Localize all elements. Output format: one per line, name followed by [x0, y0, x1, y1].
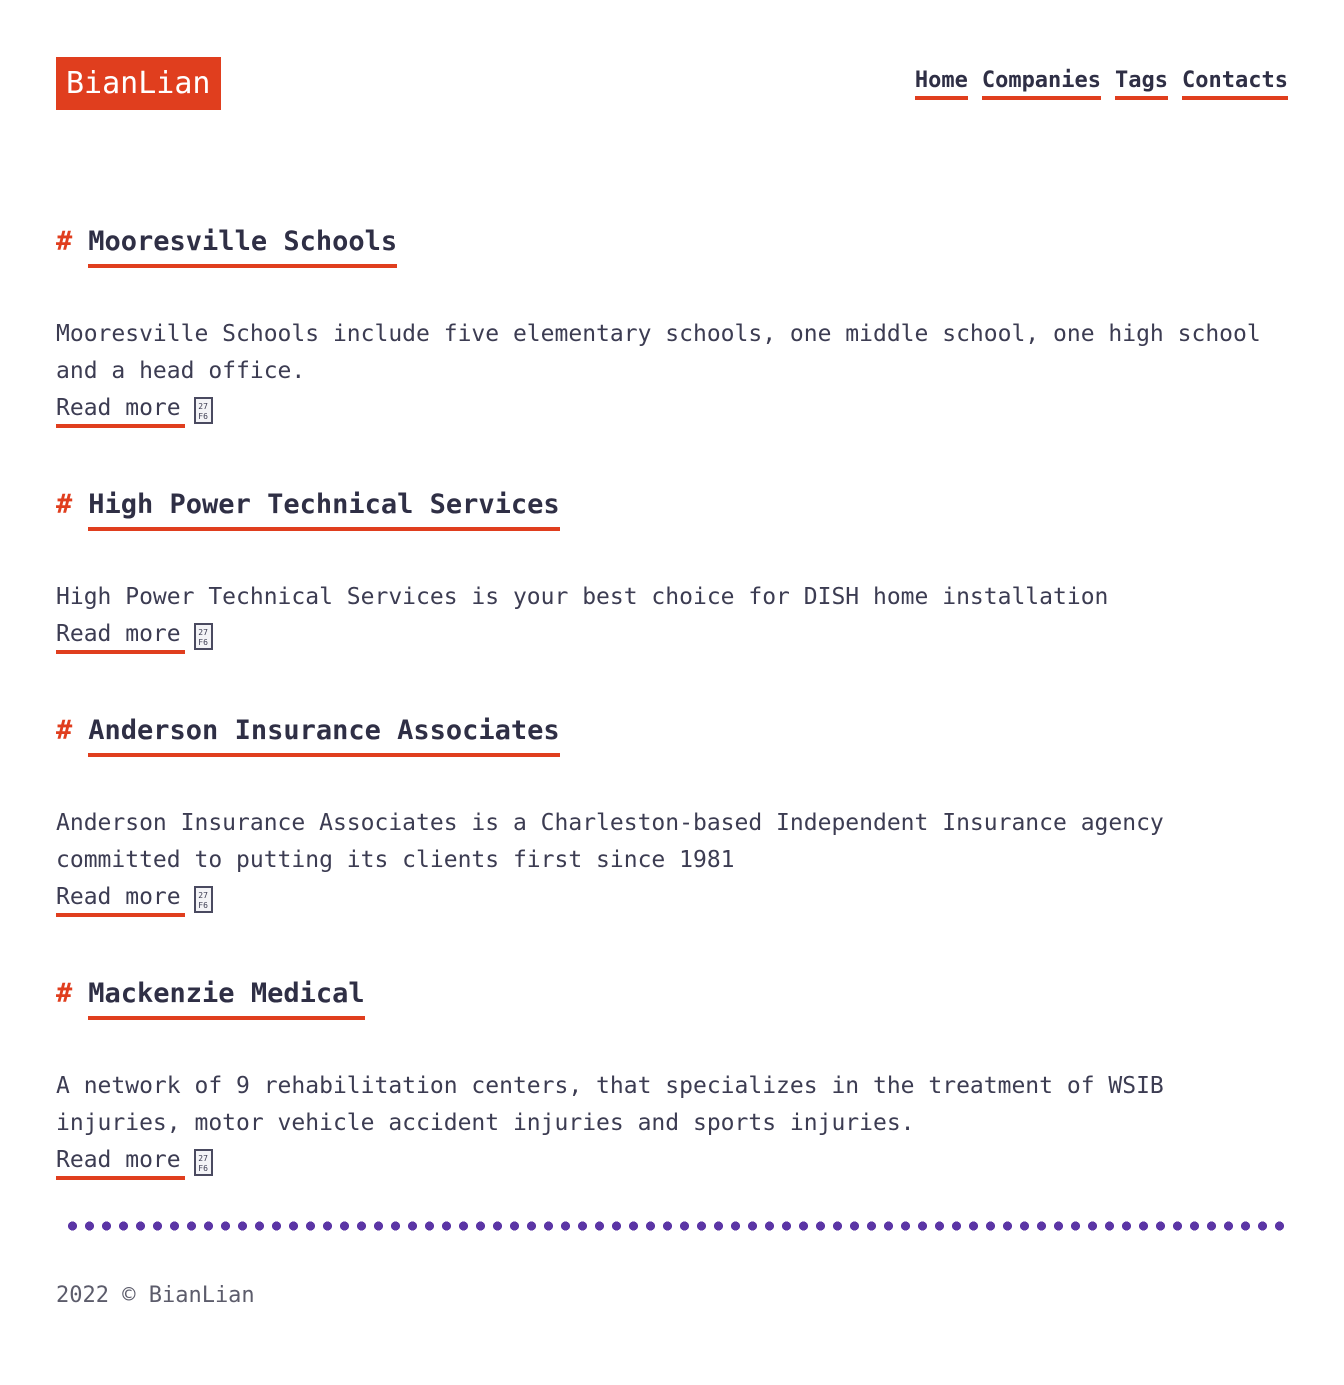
read-more-link[interactable]	[56, 884, 213, 910]
read-more-row	[56, 1142, 1288, 1183]
company-section	[56, 226, 1288, 431]
tofu-hex-top: 27	[198, 628, 208, 637]
dots-divider	[64, 1221, 1284, 1231]
missing-glyph-arrow-icon	[194, 886, 213, 913]
read-more-row	[56, 879, 1288, 920]
read-more-link[interactable]	[56, 1147, 213, 1173]
company-description: Anderson Insurance Associates is a Charleston-based Independent Insurance agency committed to putting its clients first since 1981	[56, 810, 1164, 873]
nav-item-tags[interactable]: Tags	[1115, 68, 1168, 100]
site-header	[56, 0, 1288, 110]
tofu-hex-top: 27	[198, 402, 208, 411]
company-section	[56, 978, 1288, 1183]
company-title-link[interactable]: High Power Technical Services	[88, 489, 559, 531]
tofu-hex-bottom: F6	[198, 412, 208, 421]
company-description: A network of 9 rehabilitation centers, that specializes in the treatment of WSIB injuries, motor vehicle accident injuries and sports injuries.	[56, 1073, 1164, 1136]
missing-glyph-arrow-icon	[194, 623, 213, 650]
read-more-link[interactable]	[56, 395, 213, 421]
tofu-hex-bottom: F6	[198, 638, 208, 647]
read-more-label: Read more	[56, 884, 185, 917]
read-more-label: Read more	[56, 621, 185, 654]
read-more-label: Read more	[56, 1147, 185, 1180]
hash-marker: #	[56, 715, 73, 746]
read-more-link[interactable]	[56, 621, 213, 647]
company-heading	[56, 489, 1288, 521]
companies-list	[56, 110, 1288, 1183]
read-more-row	[56, 390, 1288, 431]
tofu-hex-bottom: F6	[198, 901, 208, 910]
tofu-hex-top: 27	[198, 1154, 208, 1163]
company-section	[56, 715, 1288, 920]
main-nav	[915, 68, 1288, 100]
company-heading	[56, 226, 1288, 258]
tofu-hex-top: 27	[198, 891, 208, 900]
copyright-text: 2022 © BianLian	[56, 1283, 255, 1308]
hash-marker: #	[56, 978, 73, 1009]
page-container	[56, 0, 1288, 1385]
hash-marker: #	[56, 489, 73, 520]
company-section	[56, 489, 1288, 657]
company-description: High Power Technical Services is your best choice for DISH home installation	[56, 584, 1109, 610]
company-title-link[interactable]: Mooresville Schools	[88, 226, 397, 268]
read-more-row	[56, 616, 1288, 657]
hash-marker: #	[56, 226, 73, 257]
read-more-label: Read more	[56, 395, 185, 428]
company-title-link[interactable]: Anderson Insurance Associates	[88, 715, 559, 757]
nav-item-companies[interactable]: Companies	[982, 68, 1101, 100]
company-description: Mooresville Schools include five elementary schools, one middle school, one high school and a head office.	[56, 321, 1261, 384]
missing-glyph-arrow-icon	[194, 397, 213, 424]
company-heading	[56, 978, 1288, 1010]
company-title-link[interactable]: Mackenzie Medical	[88, 978, 364, 1020]
tofu-hex-bottom: F6	[198, 1164, 208, 1173]
nav-item-home[interactable]: Home	[915, 68, 968, 100]
site-footer	[56, 1283, 1288, 1385]
brand-logo[interactable]: BianLian	[56, 57, 221, 110]
nav-item-contacts[interactable]: Contacts	[1182, 68, 1288, 100]
missing-glyph-arrow-icon	[194, 1149, 213, 1176]
company-heading	[56, 715, 1288, 747]
